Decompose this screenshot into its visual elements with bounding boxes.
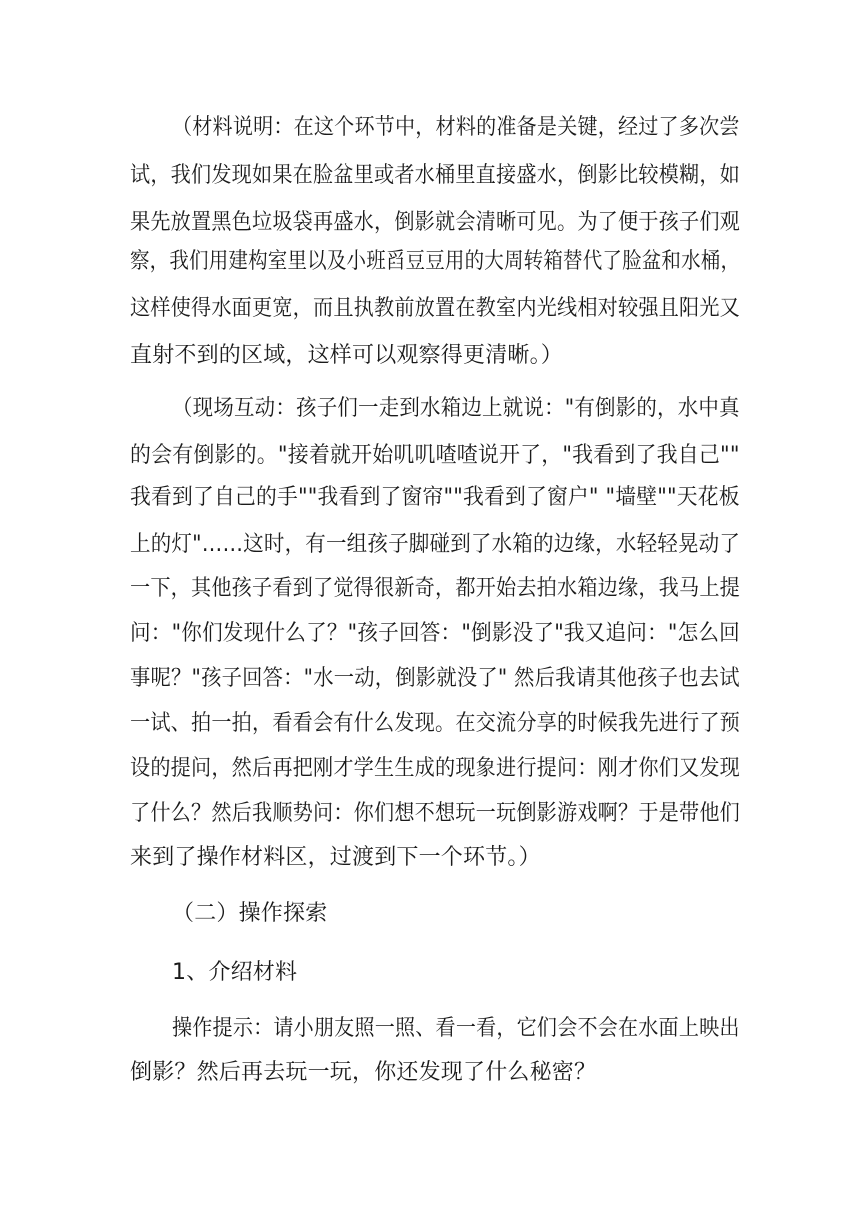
text-line: （现场互动：孩子们一走到水箱边上就说："有倒影的，水中真	[172, 396, 740, 421]
section-heading: （二）操作探索	[172, 901, 328, 926]
text-line: 察，我们用建构室里以及小班舀豆豆用的大周转箱替代了脸盆和水桶，	[130, 249, 741, 274]
text-line: 问："你们发现什么了？"孩子回答："倒影没了"我又追问："怎么回	[130, 621, 740, 646]
text-line: 试，我们发现如果在脸盆里或者水桶里直接盛水，倒影比较模糊，如	[130, 163, 741, 188]
sub-heading: 1、介绍材料	[172, 960, 298, 985]
text-line: 了什么？然后我顺势问：你们想不想玩一玩倒影游戏啊？于是带他们	[130, 801, 741, 826]
text-line: 直射不到的区域，这样可以观察得更清晰。）	[130, 343, 564, 368]
text-line: 来到了操作材料区，过渡到下一个环节。）	[130, 845, 541, 870]
text-line: 一试、拍一拍，看看会有什么发现。在交流分享的时候我先进行了预	[130, 711, 741, 736]
text-line: 一下，其他孩子看到了觉得很新奇，都开始去拍水箱边缘，我马上提	[130, 576, 741, 601]
text-line: （材料说明：在这个环节中，材料的准备是关键，经过了多次尝	[172, 115, 740, 140]
text-line: 果先放置黑色垃圾袋再盛水，倒影就会清晰可见。为了便于孩子们观	[130, 210, 741, 235]
text-line: 设的提问，然后再把刚才学生生成的现象进行提问：刚才你们又发现	[130, 756, 741, 781]
text-line: 上的灯"……这时，有一组孩子脚碰到了水箱的边缘，水轻轻晃动了	[130, 532, 741, 557]
text-line: 倒影？然后再去玩一玩，你还发现了什么秘密？	[130, 1060, 597, 1085]
text-line: 操作提示：请小朋友照一照、看一看，它们会不会在水面上映出	[172, 1016, 740, 1041]
text-line: 我看到了自己的手""我看到了窗帘""我看到了窗户" "墙壁""天花板	[130, 485, 740, 510]
text-line: 的会有倒影的。"接着就开始叽叽喳喳说开了，"我看到了我自己""	[130, 443, 740, 468]
text-line: 这样使得水面更宽，而且执教前放置在教室内光线相对较强且阳光又	[130, 296, 741, 321]
text-line: 事呢？"孩子回答："水一动，倒影就没了" 然后我请其他孩子也去试	[130, 666, 740, 691]
